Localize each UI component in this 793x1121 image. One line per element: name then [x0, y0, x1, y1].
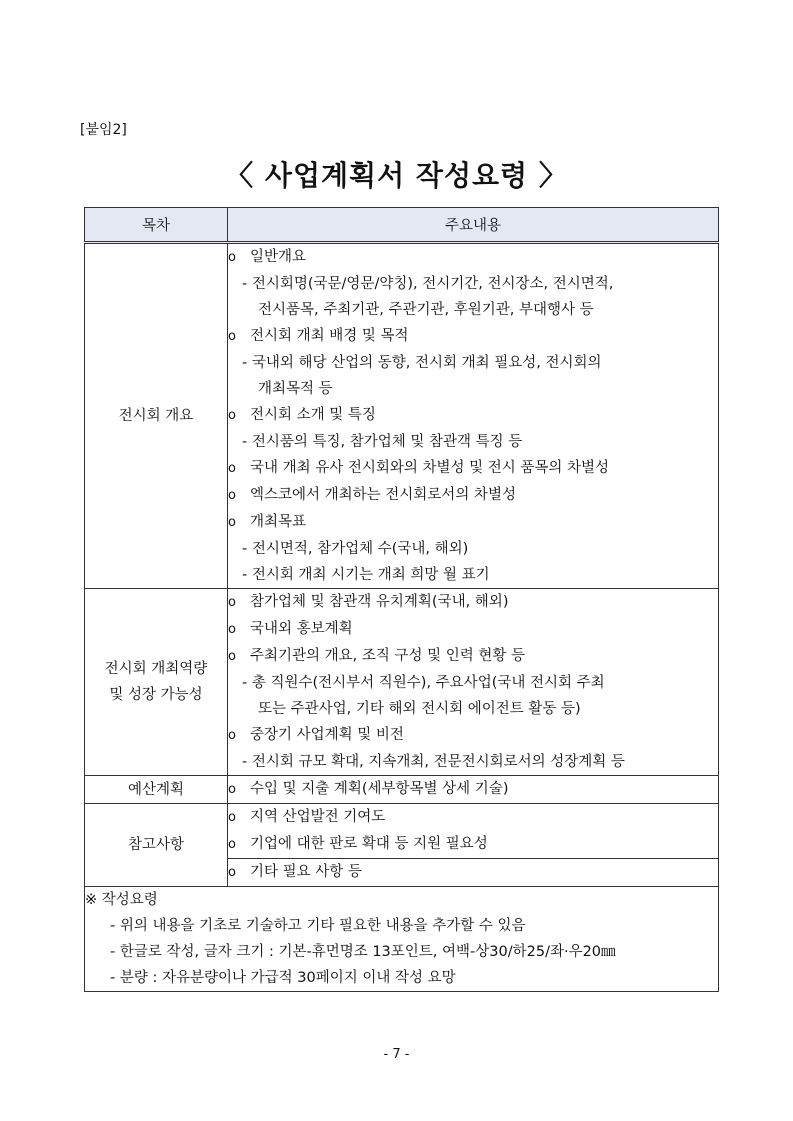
item-text: 국내외 홍보계획	[250, 621, 353, 637]
bullet-item	[228, 455, 718, 482]
bullet-item	[228, 589, 718, 616]
category-cell	[85, 589, 228, 776]
category-cell	[85, 804, 228, 887]
item-text: 국내 개최 유사 전시회와의 차별성 및 전시 품목의 차별성	[250, 460, 610, 476]
bullet-item	[228, 804, 718, 831]
item-text: 지역 산업발전 기여도	[250, 809, 386, 825]
bullet-mark: o	[228, 649, 236, 664]
bullet-item	[228, 616, 718, 643]
item-text: 개최목적 등	[258, 381, 333, 397]
table-row	[85, 804, 719, 859]
item-text: - 전시품의 특징, 참가업체 및 참관객 특징 등	[242, 434, 523, 450]
category-label: 전시회 개요	[118, 408, 194, 424]
sub-item	[228, 562, 718, 588]
bullet-item	[228, 244, 718, 271]
sub-item	[228, 536, 718, 562]
page-number: - 7 -	[383, 1047, 410, 1062]
table-header-row	[85, 208, 719, 243]
bullet-item	[228, 509, 718, 536]
item-text: 수입 및 지출 계획(세부항목별 상세 기술)	[250, 781, 509, 797]
sub-item	[228, 376, 718, 402]
item-text: 기업에 대한 판로 확대 등 지원 필요성	[250, 836, 488, 852]
sub-item	[228, 429, 718, 455]
category-label: 및 성장 가능성	[109, 687, 203, 703]
content-cell	[228, 859, 719, 887]
bullet-item	[228, 859, 718, 886]
bullet-item	[228, 402, 718, 429]
note-cell	[85, 887, 719, 992]
bullet-mark: o	[228, 728, 236, 743]
bullet-mark: o	[228, 461, 236, 476]
item-text: - 전시회명(국문/영문/약칭), 전시기간, 전시장소, 전시면적,	[242, 276, 614, 292]
item-text: 또는 주관사업, 기타 해외 전시회 에이전트 활동 등)	[258, 701, 581, 717]
item-text: - 전시회 규모 확대, 지속개최, 전문전시회로서의 성장계획 등	[242, 754, 625, 770]
sub-item	[228, 350, 718, 376]
bullet-mark: o	[228, 250, 236, 265]
note-title: ※ 작성요령	[85, 892, 158, 908]
bullet-item	[228, 776, 718, 803]
item-text: 일반개요	[250, 249, 307, 265]
bullet-item	[228, 482, 718, 509]
item-text: - 전시면적, 참가업체 수(국내, 해외)	[242, 541, 469, 557]
note-item: - 분량 : 자유분량이나 가급적 30페이지 이내 작성 요망	[110, 970, 456, 986]
sub-item	[228, 271, 718, 297]
table-row	[85, 776, 719, 804]
header-main-content: 주요내용	[228, 208, 719, 243]
bullet-item	[228, 323, 718, 350]
bullet-mark: o	[228, 810, 236, 825]
category-cell	[85, 243, 228, 589]
note-row	[85, 887, 719, 992]
item-text: - 국내외 해당 산업의 동향, 전시회 개최 필요성, 전시회의	[242, 355, 602, 371]
content-cell	[228, 804, 719, 859]
bullet-mark: o	[228, 782, 236, 797]
content-cell	[228, 243, 719, 589]
item-text: 참가업체 및 참관객 유치계획(국내, 해외)	[250, 594, 509, 610]
item-text: 전시회 소개 및 특징	[250, 407, 376, 423]
content-cell	[228, 589, 719, 776]
attachment-label: [붙임2]	[80, 122, 127, 138]
item-text: 주최기관의 개요, 조직 구성 및 인력 현황 등	[250, 648, 525, 664]
bullet-mark: o	[228, 865, 236, 880]
note-item: - 한글로 작성, 글자 크기 : 기본-휴먼명조 13포인트, 여백-상30/하25/좌·우20㎜	[110, 944, 616, 960]
bullet-mark: o	[228, 329, 236, 344]
bullet-mark: o	[228, 515, 236, 530]
sub-item	[228, 670, 718, 696]
sub-item	[228, 749, 718, 775]
note-item: - 위의 내용을 기초로 기술하고 기타 필요한 내용을 추가할 수 있음	[110, 918, 526, 934]
item-text: - 총 직원수(전시부서 직원수), 주요사업(국내 전시회 주최	[242, 675, 605, 691]
item-text: 중장기 사업계획 및 비전	[250, 727, 404, 743]
plan-table	[84, 207, 719, 992]
bullet-mark: o	[228, 837, 236, 852]
item-text: 개최목표	[250, 514, 307, 530]
table-row	[85, 243, 719, 589]
item-text: 전시품목, 주최기관, 주관기관, 후원기관, 부대행사 등	[258, 302, 594, 318]
category-label: 참고사항	[127, 837, 185, 853]
page-title: 〈 사업계획서 작성요령 〉	[225, 159, 568, 192]
item-text: 전시회 개최 배경 및 목적	[250, 328, 409, 344]
bullet-mark: o	[228, 488, 236, 503]
category-cell	[85, 776, 228, 804]
bullet-mark: o	[228, 622, 236, 637]
bullet-item	[228, 831, 718, 858]
bullet-mark: o	[228, 595, 236, 610]
bullet-mark: o	[228, 408, 236, 423]
table-body	[85, 243, 719, 887]
bullet-item	[228, 643, 718, 670]
item-text: 엑스코에서 개최하는 전시회로서의 차별성	[250, 487, 516, 503]
sub-item	[228, 696, 718, 722]
category-label: 예산계획	[127, 781, 185, 798]
content-cell	[228, 776, 719, 804]
category-label: 전시회 개최역량	[104, 661, 208, 677]
bullet-item	[228, 722, 718, 749]
header-toc: 목차	[85, 208, 228, 243]
sub-item	[228, 297, 718, 323]
item-text: - 전시회 개최 시기는 개최 희망 월 표기	[242, 567, 490, 583]
table-row	[85, 589, 719, 776]
item-text: 기타 필요 사항 등	[250, 864, 362, 880]
